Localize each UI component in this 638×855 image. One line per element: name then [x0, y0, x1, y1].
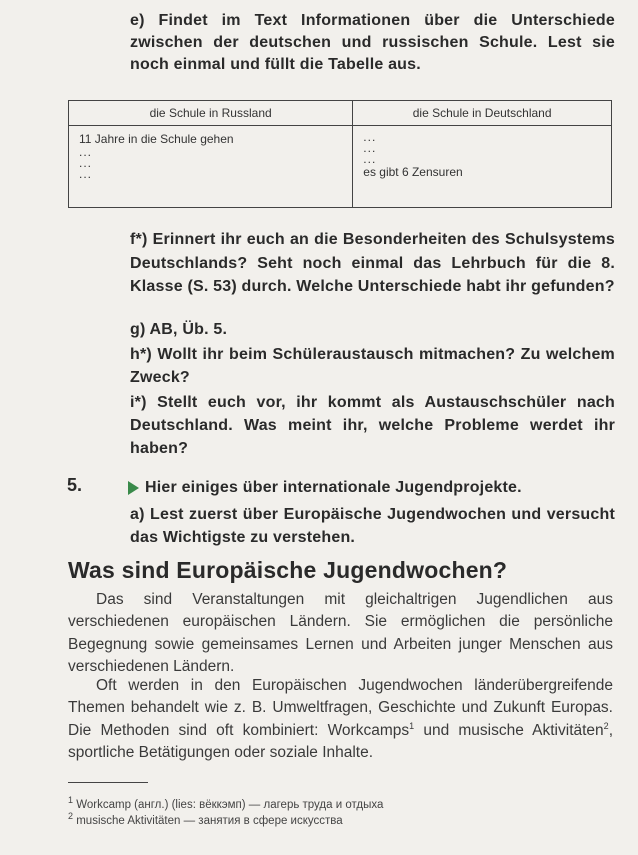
task-e: e) Findet im Text Informationen über die Unterschiede zwischen der deutschen und russischen Schule. Lest sie noch einmal und füllt die Tabelle aus.	[130, 12, 615, 73]
section-title: Hier einiges über internationale Jugendprojekte.	[145, 479, 522, 496]
task-5a: a) Lest zuerst über Europäische Jugendwochen und versucht das Wichtigste zu verstehen.	[130, 506, 615, 546]
cell-germany-text: es gibt 6 Zensuren	[363, 165, 463, 179]
comparison-table	[68, 100, 612, 208]
article-heading: Was sind Europäische Jugendwochen?	[68, 557, 508, 583]
para2-part-b: und musische Aktivitäten	[414, 721, 604, 739]
task-h: h*) Wollt ihr beim Schüleraustausch mitmachen? Zu welchem Zweck?	[130, 346, 615, 386]
cell-germany-dots-3: ...	[363, 152, 377, 166]
footnote-2-mark: 2	[68, 811, 74, 822]
para2-part-a: Oft werden in den Europäischen Jugendwochen länderübergreifende Themen behandelt wie z. B. Umweltfragen, Geschichte und Zukunft Europas. Die Methoden sind oft kombiniert: Workcamps	[68, 677, 613, 739]
play-arrow-icon	[128, 481, 139, 495]
footnote-1-text: Workcamp (англ.) (lies: вёккэмп) — лагерь труда и отдыха	[76, 799, 384, 811]
footnote-2-text: musische Aktivitäten — занятия в сфере искусства	[76, 815, 343, 827]
article-paragraph-1: Das sind Veranstaltungen mit gleichaltrigen Jugendlichen aus verschiedenen europäischen Ländern. Sie ermöglichen die persönliche Begegnung sowie gemeinsames Lernen und Arbeiten junger Menschen aus verschiedenen Ländern.	[68, 591, 613, 675]
footnote-1-mark: 1	[68, 795, 74, 806]
footnote-divider	[68, 782, 148, 783]
table-header-row	[69, 101, 612, 126]
header-germany: die Schule in Deutschland	[353, 101, 612, 126]
cell-russia-dots-3: ...	[79, 167, 93, 181]
task-f: f*) Erinnert ihr euch an die Besonderheiten des Schulsystems Deutschlands? Seht noch einmal das Lehrbuch für die 8. Klasse (S. 53) durch. Welche Unterschiede habt ihr gefunden?	[130, 231, 615, 295]
footnote-ref-2: 2	[603, 720, 609, 731]
section-number: 5.	[67, 475, 83, 495]
para2-part-c: , sportliche Betätigungen oder soziale Inhalte.	[68, 721, 613, 761]
footnote-1	[68, 795, 384, 813]
task-i: i*) Stellt euch vor, ihr kommt als Austauschschüler nach Deutschland. Was meint ihr, welche Probleme werdet ihr haben?	[130, 394, 615, 457]
cell-germany-dots-2: ...	[363, 141, 377, 155]
cell-russia-dots-2: ...	[79, 156, 93, 170]
cell-russia	[69, 126, 353, 208]
footnote-2	[68, 811, 343, 829]
cell-germany-dots-1: ...	[363, 130, 377, 144]
article-paragraph-2	[68, 675, 613, 764]
cell-russia-text: 11 Jahre in die Schule gehen	[79, 132, 234, 146]
cell-germany	[353, 126, 612, 208]
table-row	[69, 126, 612, 208]
task-g: g) AB, Üb. 5.	[130, 321, 228, 338]
cell-russia-dots-1: ...	[79, 145, 93, 159]
footnote-ref-1: 1	[409, 720, 415, 731]
header-russia: die Schule in Russland	[69, 101, 353, 126]
